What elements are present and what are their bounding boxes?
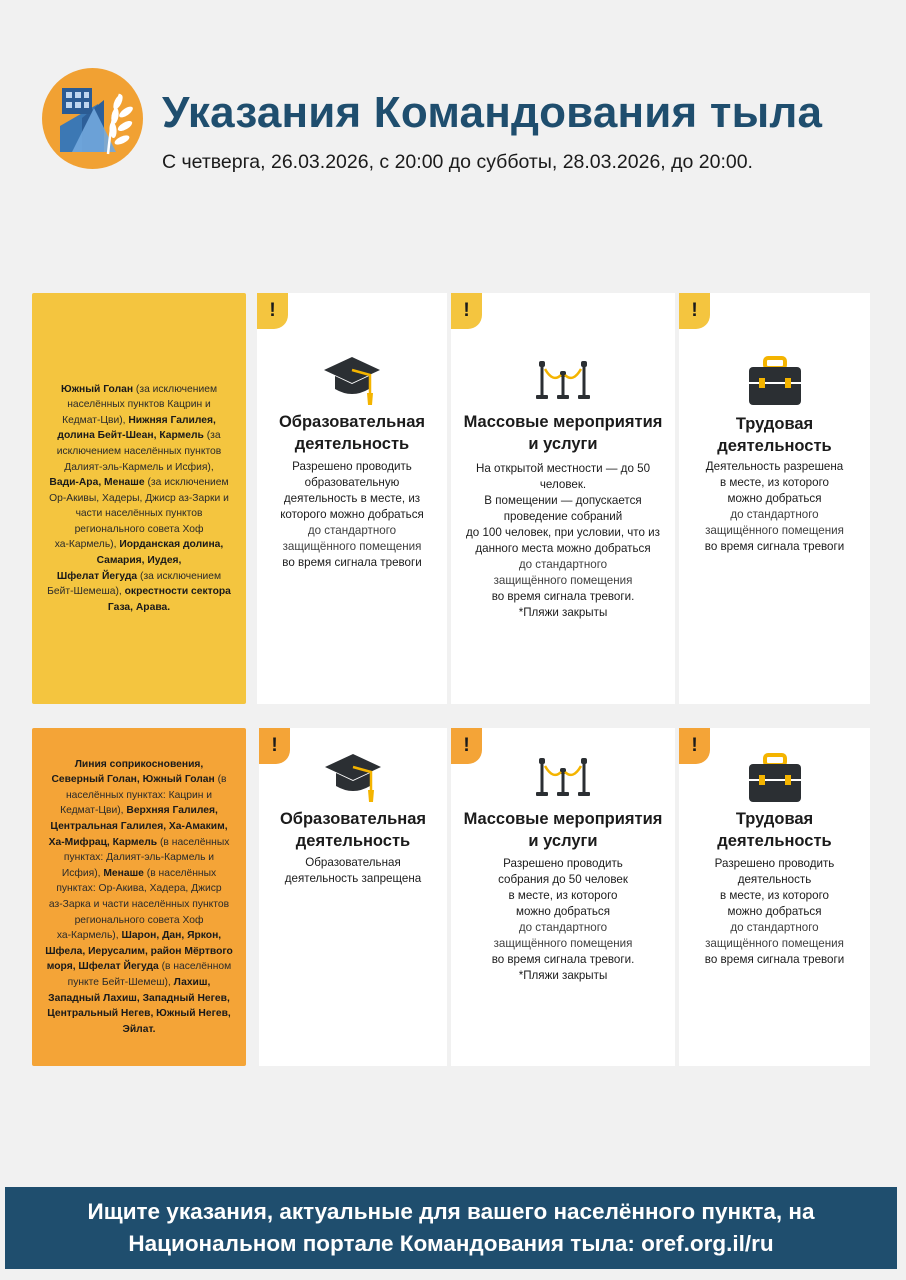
alert-icon: !: [451, 728, 482, 764]
region-line: [45, 975, 233, 991]
card-body-line: в месте, из которого: [508, 889, 618, 902]
region-note: Исфия),: [61, 867, 104, 879]
footer-line-1: Ищите указания, актуальные для вашего населённого пункта, на: [87, 1199, 815, 1224]
card-body-line: Образовательная: [305, 856, 401, 869]
region-line: [45, 881, 233, 897]
region-name: Самария, Иудея,: [96, 555, 182, 567]
region-name: Северный Голан, Южный Голан: [51, 774, 215, 786]
logo-icon: [42, 68, 143, 169]
region-name: Шарон, Дан, Яркон,: [121, 930, 222, 942]
footer-banner: [5, 1187, 897, 1269]
region-note: исключением населённых пунктов: [56, 445, 222, 457]
alert-icon: !: [679, 293, 710, 329]
region-name: Шфелат Йегуда: [56, 570, 138, 582]
card-title: [451, 808, 675, 852]
region-note: (в населённых: [143, 867, 217, 879]
card-title-line: деятельность: [717, 832, 832, 850]
card-title: [259, 808, 447, 852]
card-body-line: образовательную: [304, 476, 400, 489]
card-body: [459, 856, 667, 984]
card-body: [459, 461, 667, 621]
page-subtitle: С четверга, 26.03.2026, с 20:00 до субботы, 28.03.2026, до 20:00.: [162, 151, 753, 173]
card-body: [265, 459, 439, 571]
region-line: [45, 928, 233, 944]
region-note: (в населённом: [158, 961, 232, 973]
region-panel-1: [32, 293, 246, 704]
card-body-line: Разрешено проводить: [714, 857, 835, 870]
card-title: [451, 411, 675, 455]
card-title: [679, 413, 870, 457]
card-work-2: [679, 728, 870, 1066]
card-title-line: Трудовая: [735, 415, 814, 433]
region-line: [47, 584, 231, 600]
card-body-line: во время сигнала тревоги.: [491, 590, 635, 603]
card-body-line: в месте, из которого: [719, 889, 830, 902]
card-title-line: Массовые мероприятия: [463, 413, 663, 431]
region-line: [45, 772, 233, 788]
card-body-line: защищённого помещения: [705, 524, 844, 537]
card-body-line: проведение собраний: [503, 510, 623, 523]
graduation-cap-icon: [259, 750, 447, 806]
region-note: (за исключением: [137, 570, 222, 582]
card-title-line: деятельность: [294, 435, 410, 453]
card-body-line: во время сигнала тревоги: [282, 556, 422, 569]
card-title-line: Трудовая: [735, 810, 814, 828]
region-note: пунктах: Далият-эль-Кармель и: [63, 852, 215, 864]
card-body-line: *Пляжи закрыты: [518, 606, 608, 619]
card-gatherings-2: [451, 728, 675, 1066]
region-note: Далият-эль-Кармель и Исфия),: [64, 461, 214, 473]
card-body-line: во время сигнала тревоги.: [491, 953, 635, 966]
region-note: регионального совета Хоф: [74, 523, 204, 535]
region-name: Линия соприкосновения,: [74, 758, 204, 770]
briefcase-icon: [679, 752, 870, 808]
region-note: части населённых пунктов: [75, 508, 203, 520]
region-name: Иорданская долина,: [119, 539, 224, 551]
region-name: Вади-Ара, Менаше: [49, 477, 145, 489]
card-title-line: Массовые мероприятия: [463, 810, 663, 828]
region-line: [45, 866, 233, 882]
region-line: [47, 491, 231, 507]
card-title-line: и услуги: [528, 832, 598, 850]
card-body-line: *Пляжи закрыты: [518, 969, 608, 982]
card-body: [687, 459, 862, 555]
card-gatherings-1: [451, 293, 675, 704]
card-body-line: в месте, из которого: [719, 476, 830, 489]
region-line: [45, 944, 233, 960]
card-body-line: защищённого помещения: [282, 540, 422, 553]
card-body-line: На открытой местности — до 50: [475, 462, 651, 475]
footer-link-line[interactable]: Национальном портале Командования тыла: oref.org.il/ru: [128, 1231, 774, 1256]
card-body-line: Деятельность разрешена: [705, 460, 844, 473]
region-name: Лахиш,: [173, 976, 211, 988]
card-body-line: можно добраться: [727, 905, 822, 918]
region-line: [47, 522, 231, 538]
card-work-1: [679, 293, 870, 704]
card-body-line: В помещении — допускается: [484, 494, 642, 507]
alert-icon: !: [451, 293, 482, 329]
card-body-line: во время сигнала тревоги: [704, 540, 845, 553]
card-body-line: защищённого помещения: [493, 574, 633, 587]
card-body-line: Разрешено проводить: [503, 857, 623, 870]
region-line: [47, 382, 231, 398]
card-body-line: деятельность в месте, из: [283, 492, 421, 505]
region-line: [45, 788, 233, 804]
card-title: [257, 411, 447, 455]
region-line: [45, 1006, 233, 1022]
region-name: Верхняя Галилея,: [126, 805, 218, 817]
card-body-line: до стандартного: [730, 921, 819, 934]
region-line: [47, 397, 231, 413]
region-line: [45, 835, 233, 851]
card-body-line: собрания до 50 человек: [498, 873, 628, 886]
region-note: Бейт-Шемеша),: [47, 586, 125, 598]
card-body-line: можно добраться: [727, 492, 822, 505]
region-name: Центральный Негев, Южный Негев,: [47, 1008, 231, 1020]
region-note: (за: [203, 430, 221, 442]
region-line: [47, 460, 231, 476]
card-body-line: деятельность запрещена: [284, 872, 422, 885]
card-title-line: Образовательная: [278, 413, 426, 431]
queue-stanchions-icon: [451, 750, 675, 806]
region-name: Ха-Мифрац, Кармель: [48, 836, 158, 848]
region-line: [45, 819, 233, 835]
card-body-line: во время сигнала тревоги: [704, 953, 845, 966]
region-line: [45, 897, 233, 913]
region-note: Ор-Акивы, Хадеры, Джиср аз-Зарки и: [49, 492, 229, 504]
region-line: [47, 600, 231, 616]
region-line: [47, 553, 231, 569]
alert-icon: !: [257, 293, 288, 329]
card-body-line: до стандартного: [518, 558, 608, 571]
card-body-line: до стандартного: [730, 508, 819, 521]
region-note: населённых пунктах: Кацрин и: [65, 789, 213, 801]
card-body: [267, 855, 439, 887]
region-name: окрестности сектора: [124, 586, 231, 598]
region-name: Шфела, Иерусалим, район Мёртвого: [45, 945, 233, 957]
region-line: [47, 475, 231, 491]
card-body-line: до стандартного: [518, 921, 608, 934]
region-name: Нижняя Галилея,: [128, 414, 216, 426]
region-name: Газа, Арава.: [107, 601, 171, 613]
graduation-cap-icon: [257, 353, 447, 409]
card-body-line: Разрешено проводить: [292, 460, 412, 473]
region-note: Кедмат-Цви),: [62, 414, 129, 426]
card-body-line: человек.: [539, 478, 587, 491]
briefcase-icon: [679, 355, 870, 411]
region-panel-2: [32, 728, 246, 1066]
card-title-line: деятельность: [295, 832, 411, 850]
region-name: Менаше: [103, 867, 144, 879]
region-line: [45, 757, 233, 773]
card-body-line: деятельность: [737, 873, 812, 886]
alert-icon: !: [259, 728, 290, 764]
alert-icon: !: [679, 728, 710, 764]
card-title-line: и услуги: [528, 435, 598, 453]
card-body-line: защищённого помещения: [705, 937, 844, 950]
card-body-line: данного места можно добраться: [475, 542, 651, 555]
region-name: Южный Голан: [60, 383, 134, 395]
card-title-line: Образовательная: [279, 810, 427, 828]
card-body-line: до 100 человек, при условии, что из: [466, 526, 660, 539]
region-line: [45, 1022, 233, 1038]
region-note: ха-Кармель),: [56, 930, 122, 942]
region-line: [45, 803, 233, 819]
card-body-line: можно добраться: [515, 905, 611, 918]
region-note: (в населённых: [157, 836, 230, 848]
region-line: [47, 506, 231, 522]
card-education-2: [259, 728, 447, 1066]
card-body-line: до стандартного: [307, 524, 397, 537]
region-line: [45, 991, 233, 1007]
page-title: Указания Командования тыла: [162, 88, 823, 137]
region-note: (за исключением: [144, 477, 229, 489]
queue-stanchions-icon: [451, 353, 675, 409]
card-title-line: деятельность: [717, 437, 832, 455]
region-note: Кедмат-Цви),: [60, 805, 127, 817]
region-line: [47, 413, 231, 429]
card-body-line: защищённого помещения: [493, 937, 633, 950]
region-note: пункте Бейт-Шемеш),: [67, 976, 174, 988]
region-note: ха-Кармель),: [54, 539, 120, 551]
region-name: Центральная Галилея, Ха-Амаким,: [50, 821, 228, 833]
region-text-1: [47, 382, 231, 616]
card-body: [687, 856, 862, 968]
card-education-1: [257, 293, 447, 704]
region-text-2: [45, 757, 233, 1038]
region-name: моря, Шфелат Йегуда: [46, 961, 159, 973]
card-title: [679, 808, 870, 852]
region-line: [47, 569, 231, 585]
region-note: регионального совета Хоф: [74, 914, 204, 926]
region-line: [45, 913, 233, 929]
region-line: [45, 850, 233, 866]
region-note: (за исключением: [133, 383, 218, 395]
home-front-command-logo: [42, 68, 143, 169]
region-line: [45, 959, 233, 975]
region-name: Эйлат.: [122, 1023, 156, 1035]
region-line: [47, 428, 231, 444]
region-name: долина Бейт-Шеан, Кармель: [57, 430, 204, 442]
region-line: [47, 537, 231, 553]
region-note: населённых пунктов Кацрин и: [67, 399, 211, 411]
region-note: пунктах: Ор-Акива, Хадера, Джиср: [56, 883, 222, 895]
region-name: Западный Лахиш, Западный Негев,: [48, 992, 230, 1004]
region-note: (в: [214, 774, 227, 786]
region-note: аз-Зарка и части населённых пунктов: [48, 899, 230, 910]
card-body-line: которого можно добраться: [280, 508, 424, 521]
region-line: [47, 444, 231, 460]
